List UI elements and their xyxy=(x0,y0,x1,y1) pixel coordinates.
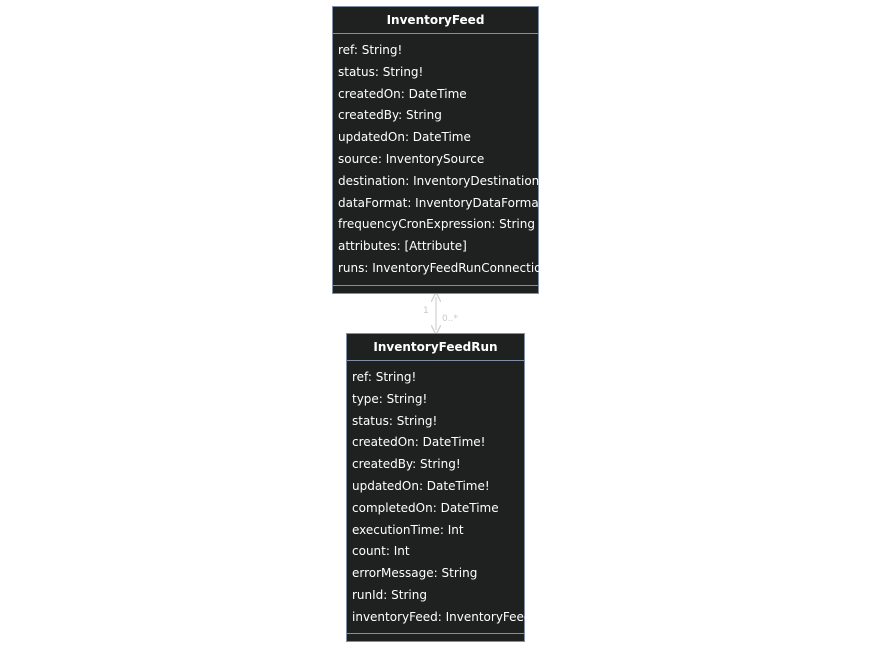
class-inventory-feed xyxy=(332,6,550,294)
attribute-type: type: String! xyxy=(352,391,428,406)
attribute-source: source: InventorySource xyxy=(338,151,485,166)
attribute-created-by: createdBy: String! xyxy=(352,457,461,472)
methods-divider xyxy=(333,285,538,286)
attribute-ref: ref: String! xyxy=(352,370,417,384)
attribute-frequency-cron-expression: frequencyCronExpression: String xyxy=(338,217,535,232)
class-title: InventoryFeed xyxy=(333,7,538,34)
attribute-list xyxy=(333,34,550,280)
target-multiplicity-label: 0..* xyxy=(442,314,458,324)
attribute-error-message: errorMessage: String xyxy=(352,566,478,581)
attribute-created-on: createdOn: DateTime xyxy=(338,86,467,101)
attribute-updated-on: updatedOn: DateTime! xyxy=(352,478,490,493)
attribute-data-format: dataFormat: InventoryDataFormat xyxy=(338,195,544,210)
class-inventory-feed-run xyxy=(346,333,532,642)
class-title: InventoryFeedRun xyxy=(347,334,524,361)
attribute-execution-time: executionTime: Int xyxy=(352,522,464,537)
attribute-status: status: String! xyxy=(338,64,424,79)
attribute-ref: ref: String! xyxy=(338,43,403,57)
attribute-count: count: Int xyxy=(352,544,410,559)
methods-divider xyxy=(347,633,524,634)
attribute-attributes: attributes: [Attribute] xyxy=(338,239,467,254)
attribute-created-by: createdBy: String xyxy=(338,108,442,123)
attribute-updated-on: updatedOn: DateTime xyxy=(338,130,471,145)
attribute-runs: runs: InventoryFeedRunConnection xyxy=(338,260,550,275)
attribute-inventory-feed: inventoryFeed: InventoryFeed xyxy=(352,609,532,624)
attribute-destination: destination: InventoryDestination xyxy=(338,173,540,188)
attribute-created-on: createdOn: DateTime! xyxy=(352,435,486,450)
attribute-completed-on: completedOn: DateTime xyxy=(352,500,499,515)
attribute-run-id: runId: String xyxy=(352,587,427,602)
attribute-status: status: String! xyxy=(352,413,438,428)
attribute-list xyxy=(347,361,532,629)
source-multiplicity-label: 1 xyxy=(423,306,429,316)
